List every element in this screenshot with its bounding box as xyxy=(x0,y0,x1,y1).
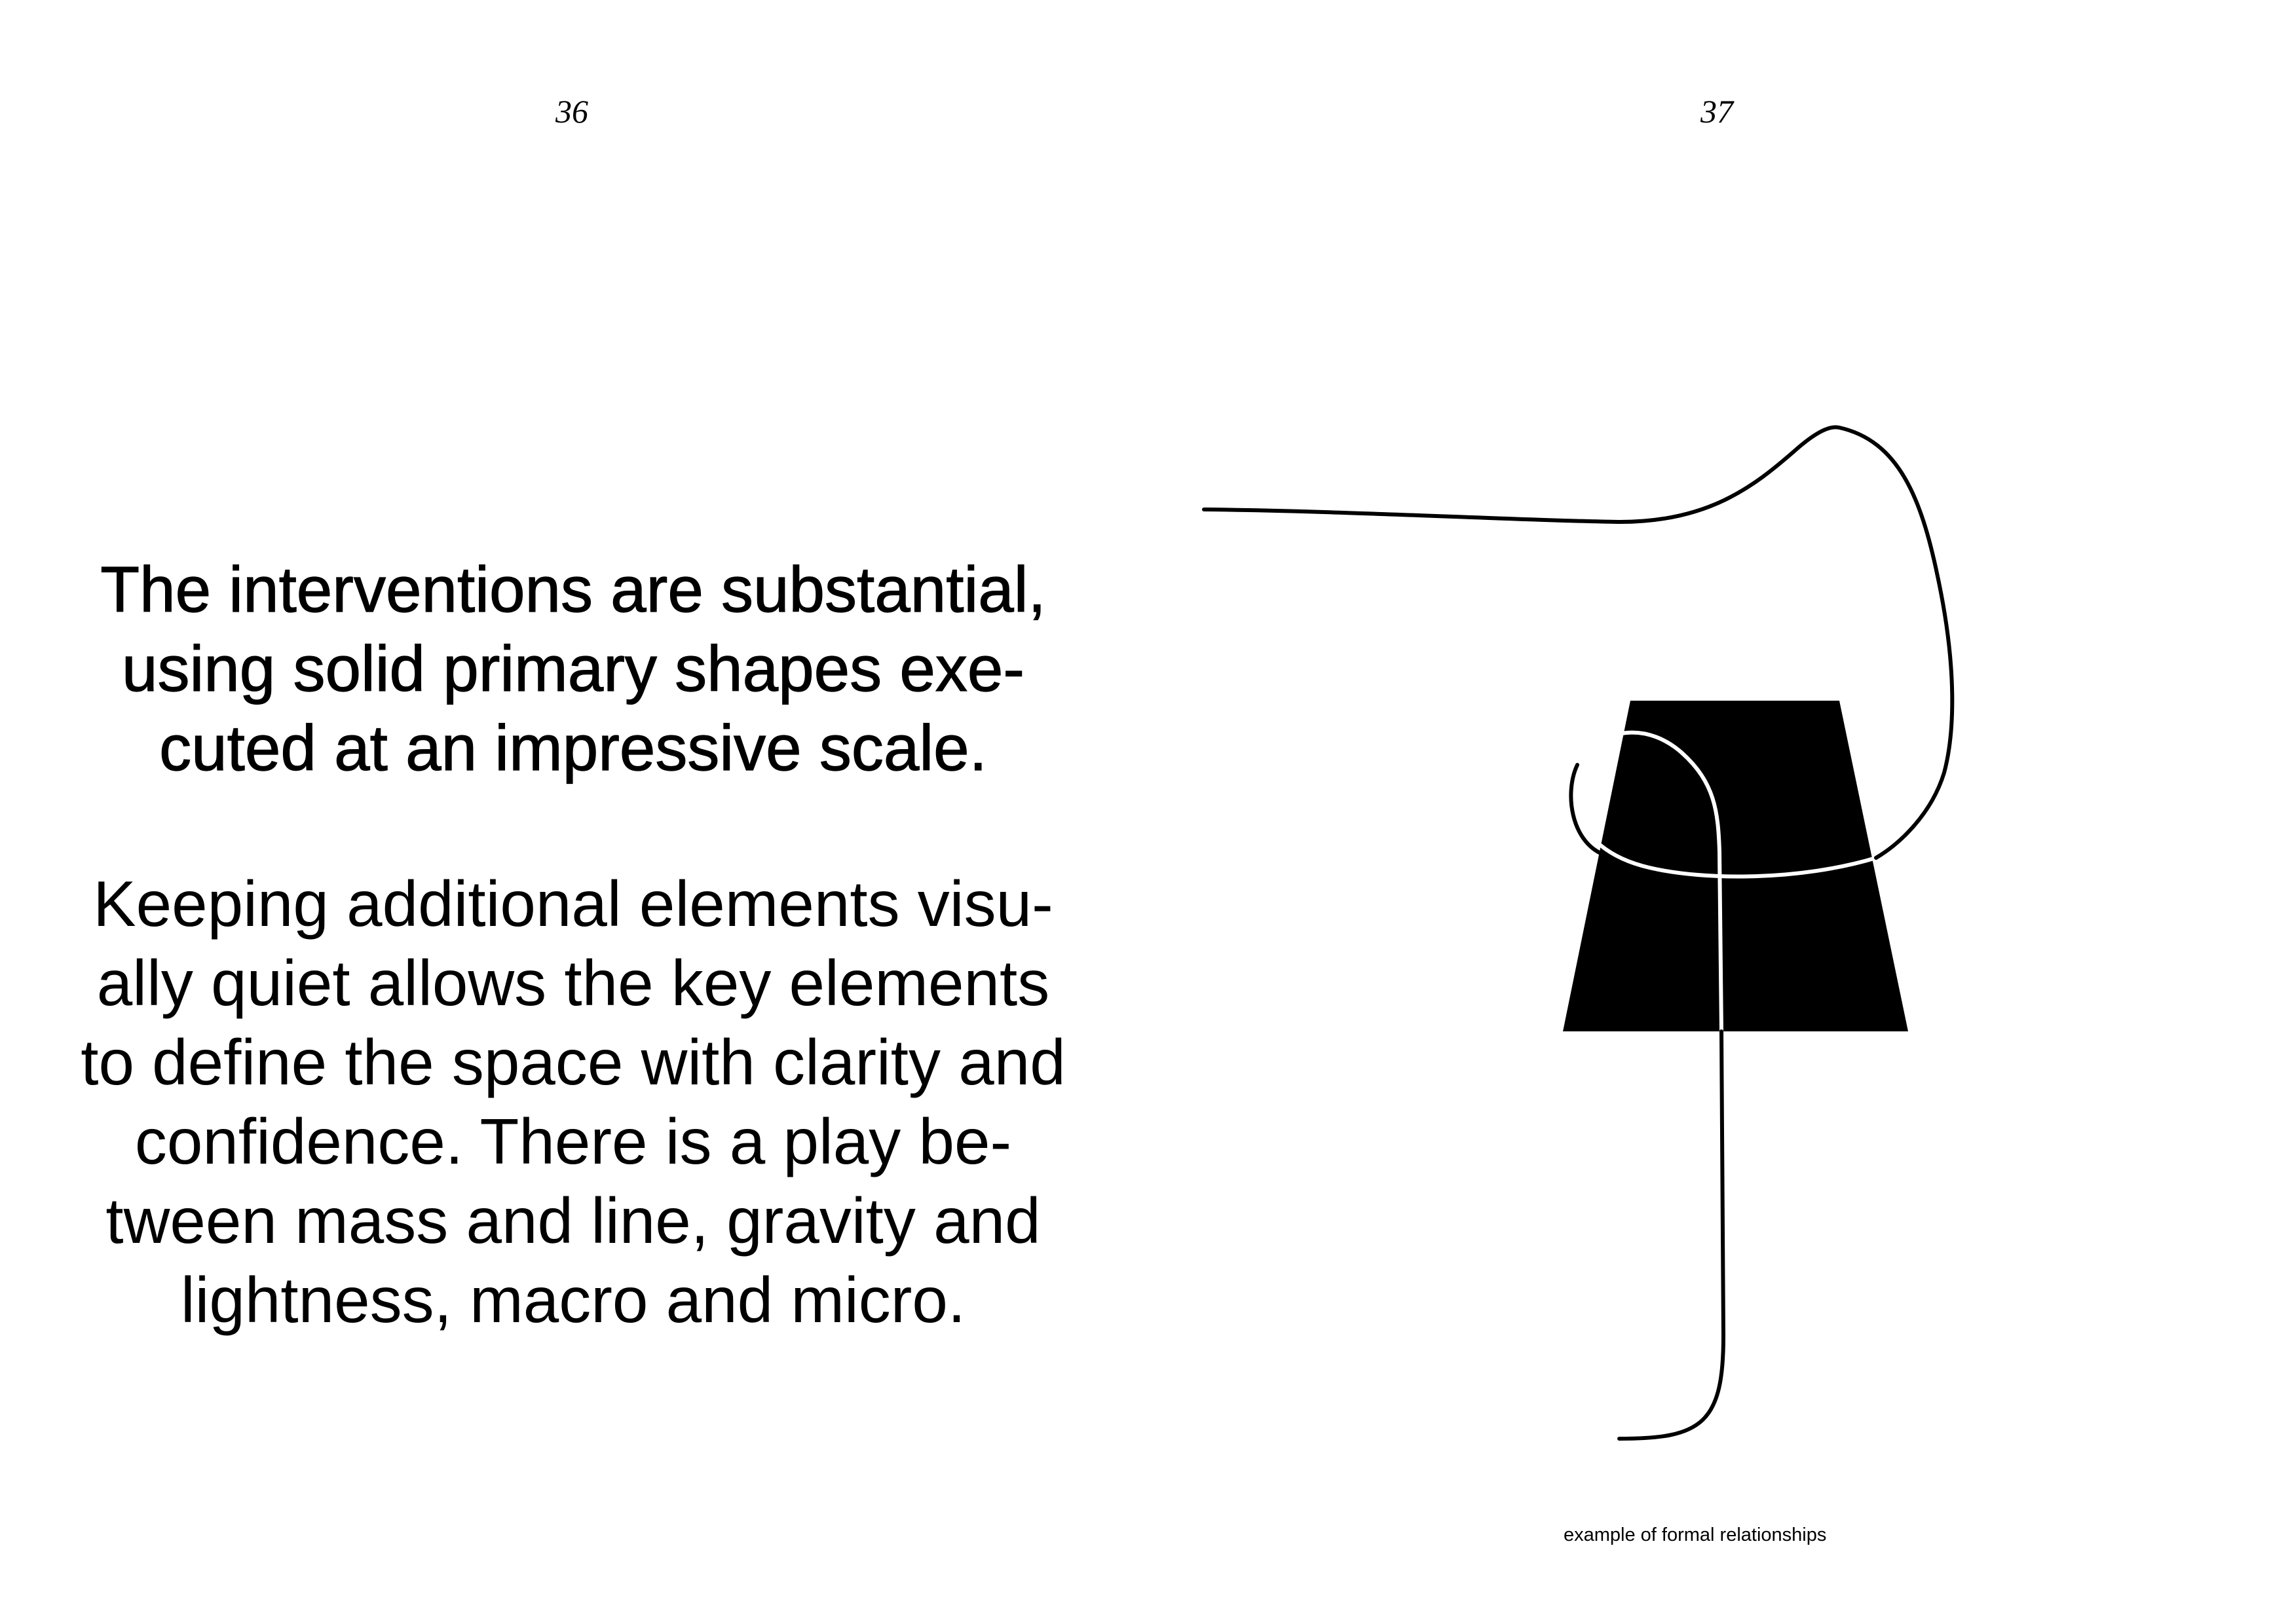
body-text: Keeping additional elements visu- ally quiet allows the key elements to define the space with clarity and confidence. There is a play be- tween mass and line, gravity and lightness, macro and micro. xyxy=(81,868,1066,1336)
right-page xyxy=(1145,0,2290,1624)
headline: The interventions are substantial, using solid primary shapes exe- cuted at an impressive scale. xyxy=(100,553,1046,784)
page-number-left: 36 xyxy=(555,93,588,130)
trapezoid-shape xyxy=(1563,701,1908,1031)
page-number-right: 37 xyxy=(1700,93,1733,130)
formal-relationships-illustration xyxy=(1145,0,2290,1624)
line-descending-tail xyxy=(1619,1031,1723,1439)
figure-caption: example of formal relationships xyxy=(1564,1524,1827,1545)
